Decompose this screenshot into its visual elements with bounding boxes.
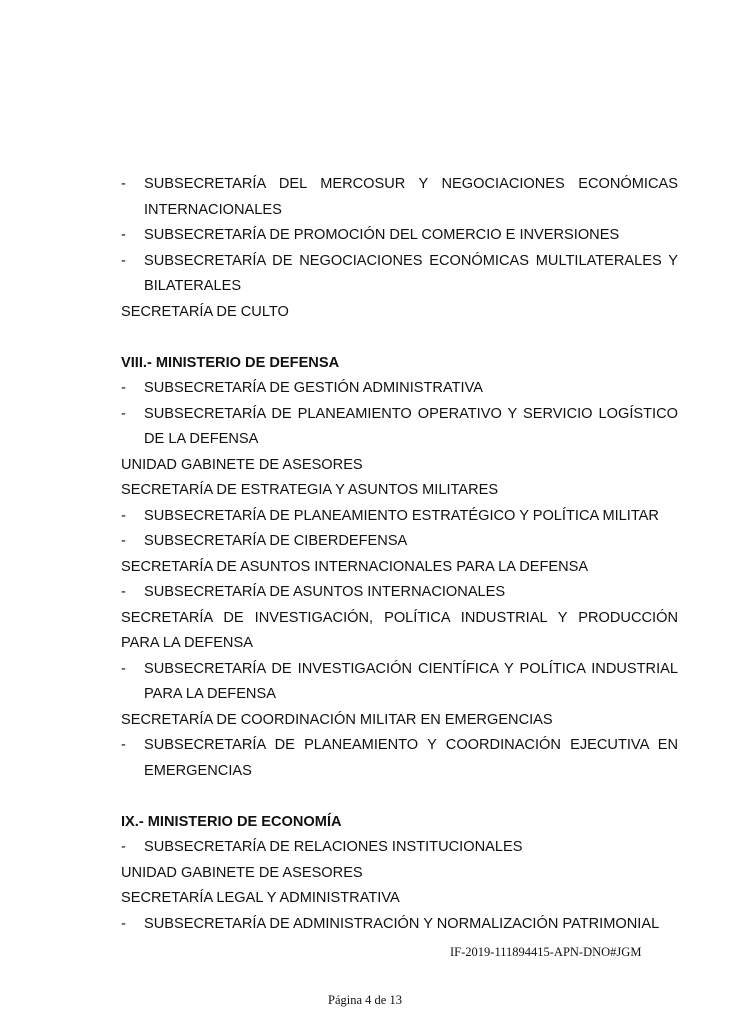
subsecretariat-item: - SUBSECRETARÍA DE ADMINISTRACIÓN Y NORMALIZACIÓN PATRIMONIAL: [121, 912, 678, 938]
document-body: [121, 172, 678, 937]
secretariat-line: UNIDAD GABINETE DE ASESORES: [121, 864, 363, 881]
subsecretariat-item: - SUBSECRETARÍA DE NEGOCIACIONES ECONÓMICAS MULTILATERALES Y BILATERALES: [121, 249, 678, 300]
document-identifier: IF-2019-111894415-APN-DNO#JGM: [450, 945, 642, 959]
secretariat-line: SECRETARÍA DE INVESTIGACIÓN, POLÍTICA INDUSTRIAL Y PRODUCCIÓN PARA LA DEFENSA: [121, 609, 678, 651]
subsecretariat-item: - SUBSECRETARÍA DE INVESTIGACIÓN CIENTÍFICA Y POLÍTICA INDUSTRIAL PARA LA DEFENSA: [121, 657, 678, 708]
subsecretariat-item: - SUBSECRETARÍA DE GESTIÓN ADMINISTRATIVA: [121, 376, 678, 402]
subsecretariat-item: - SUBSECRETARÍA DE PLANEAMIENTO OPERATIVO Y SERVICIO LOGÍSTICO DE LA DEFENSA: [121, 402, 678, 453]
subsecretariat-item: - SUBSECRETARÍA DE CIBERDEFENSA: [121, 529, 678, 555]
secretariat-line: UNIDAD GABINETE DE ASESORES: [121, 456, 363, 473]
secretariat-line: SECRETARÍA DE ASUNTOS INTERNACIONALES PARA LA DEFENSA: [121, 558, 589, 575]
secretariat-line: SECRETARÍA DE ESTRATEGIA Y ASUNTOS MILITARES: [121, 482, 499, 498]
section-spacer: [121, 784, 678, 810]
subsecretariat-item: - SUBSECRETARÍA DEL MERCOSUR Y NEGOCIACIONES ECONÓMICAS INTERNACIONALES: [121, 172, 678, 223]
subsecretariat-item: - SUBSECRETARÍA DE PLANEAMIENTO Y COORDINACIÓN EJECUTIVA EN EMERGENCIAS: [121, 733, 678, 784]
page-number: Página 4 de 13: [328, 993, 402, 1007]
ministry-heading: IX.- MINISTERIO DE ECONOMÍA: [121, 813, 342, 830]
subsecretariat-item: - SUBSECRETARÍA DE PROMOCIÓN DEL COMERCIO E INVERSIONES: [121, 223, 678, 249]
ministry-heading: VIII.- MINISTERIO DE DEFENSA: [121, 354, 340, 371]
section-spacer: [121, 325, 678, 351]
subsecretariat-item: - SUBSECRETARÍA DE ASUNTOS INTERNACIONALES: [121, 580, 678, 606]
secretariat-line: SECRETARÍA DE COORDINACIÓN MILITAR EN EMERGENCIAS: [121, 711, 553, 728]
secretariat-line: SECRETARÍA LEGAL Y ADMINISTRATIVA: [121, 890, 400, 906]
subsecretariat-item: - SUBSECRETARÍA DE PLANEAMIENTO ESTRATÉGICO Y POLÍTICA MILITAR: [121, 504, 678, 530]
subsecretariat-item: - SUBSECRETARÍA DE RELACIONES INSTITUCIONALES: [121, 835, 678, 861]
secretariat-line: SECRETARÍA DE CULTO: [121, 303, 289, 320]
